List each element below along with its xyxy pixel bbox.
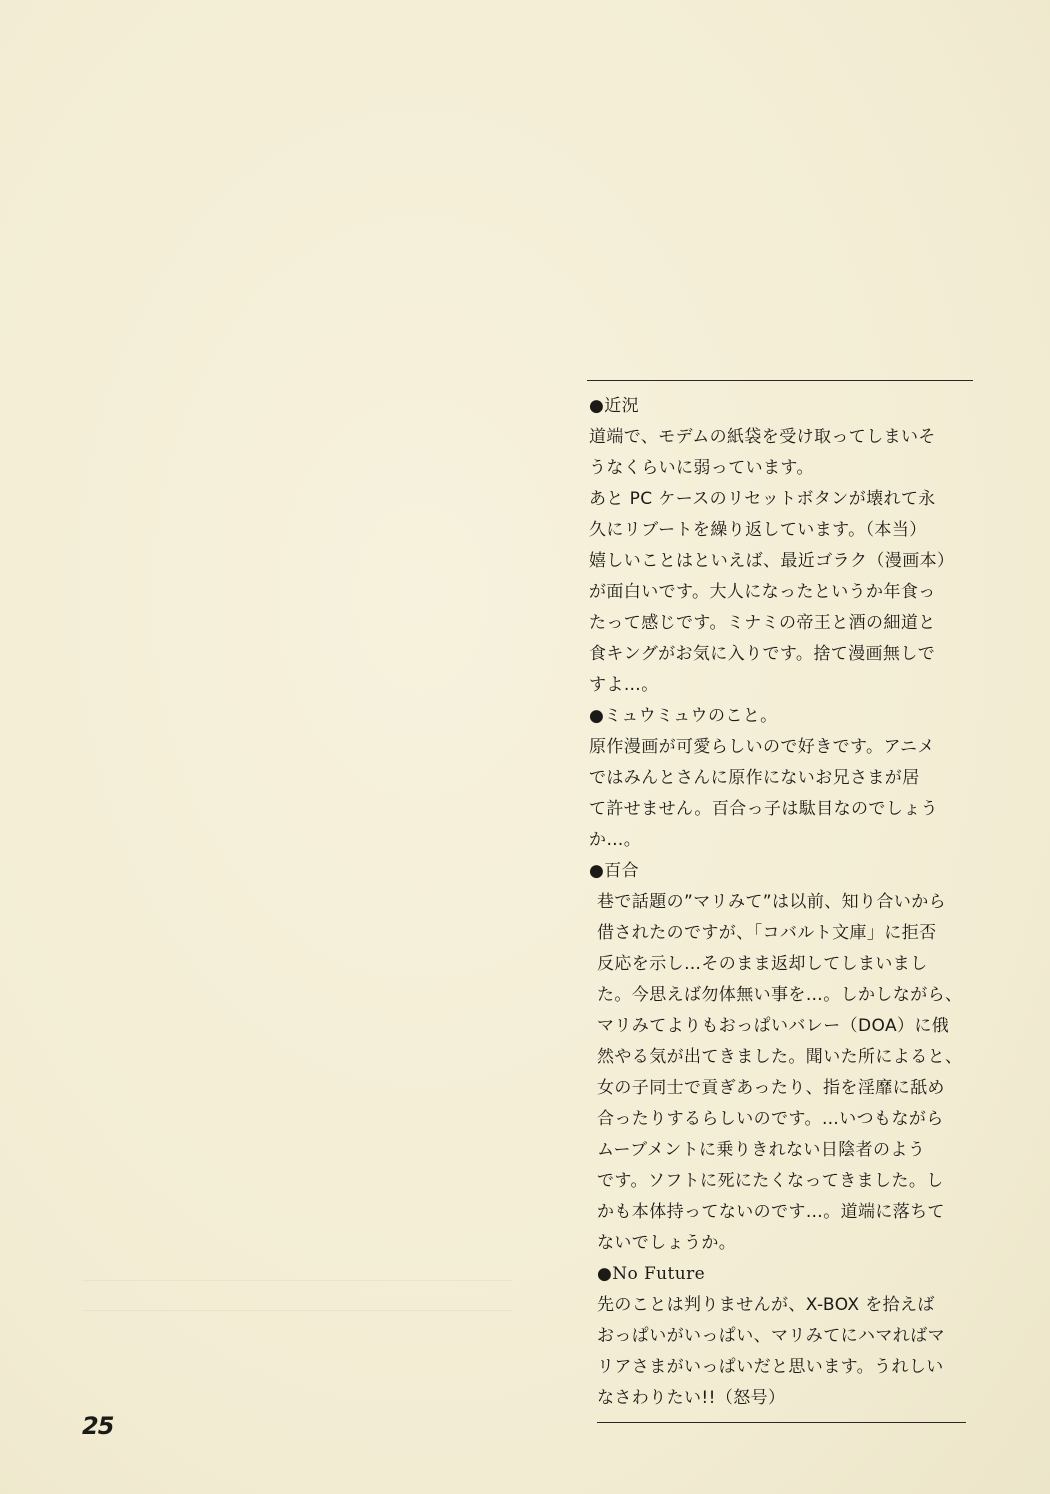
text-line: 食キングがお気に入りです。捨て漫画無しで	[589, 644, 936, 664]
text-line: が面白いです。大人になったというか年食っ	[589, 582, 936, 602]
text-line: 反応を示し…そのまま返却してしまいまし	[597, 954, 928, 974]
text-line: 然やる気が出てきました。聞いた所によると、	[597, 1047, 963, 1067]
text-line: 先のことは判りませんが、X-BOX を拾えば	[597, 1295, 935, 1315]
section-heading: ●ミュウミュウのこと。	[589, 706, 778, 726]
text-column	[587, 380, 973, 1423]
text-line: たって感じです。ミナミの帝王と酒の細道と	[589, 613, 936, 633]
text-line: 久にリブートを繰り返しています。（本当）	[589, 520, 927, 540]
text-line: 道端で、モデムの紙袋を受け取ってしまいそ	[589, 427, 936, 447]
text-line: かも本体持ってないのです…。道端に落ちて	[597, 1202, 945, 1222]
text-line: ないでしょうか。	[597, 1233, 737, 1253]
text-line: 嬉しいことはといえば、最近ゴラク（漫画本）	[589, 551, 955, 571]
bottom-rule	[597, 1422, 966, 1423]
text-line: た。今思えば勿体無い事を…。しかしながら、	[597, 985, 963, 1005]
section-heading: ●No Future	[597, 1264, 706, 1284]
text-line: ではみんとさんに原作にないお兄さまが居	[589, 768, 920, 788]
text-line: 合ったりするらしいのです。…いつもながら	[597, 1109, 944, 1129]
text-line: ムーブメントに乗りきれない日陰者のよう	[597, 1140, 926, 1160]
section-yuri	[587, 856, 973, 1259]
text-line: うなくらいに弱っています。	[589, 458, 814, 478]
body-text	[587, 391, 973, 1414]
text-line: て許せません。百合っ子は駄目なのでしょう	[589, 799, 939, 819]
text-line: おっぱいがいっぱい、マリみてにハマればマ	[597, 1326, 945, 1346]
text-line: 原作漫画が可愛らしいので好きです。アニメ	[589, 737, 935, 757]
section-recent	[587, 391, 973, 701]
text-line: リアさまがいっぱいだと思います。うれしい	[597, 1357, 944, 1377]
text-line: あと PC ケースのリセットボタンが壊れて永	[589, 489, 936, 509]
section-heading: ●近況	[589, 396, 640, 416]
section-no-future	[587, 1259, 973, 1414]
text-line: か…。	[589, 830, 642, 850]
section-mew-mew	[587, 701, 973, 856]
text-line: 巷で話題の”マリみて”は以前、知り合いから	[597, 892, 947, 912]
page-number: 25	[82, 1412, 114, 1440]
text-line: マリみてよりもおっぱいバレー（DOA）に俄	[597, 1016, 950, 1036]
text-line: です。ソフトに死にたくなってきました。し	[597, 1171, 944, 1191]
text-line: すよ…。	[589, 675, 659, 695]
show-through-line	[82, 1310, 512, 1311]
section-heading: ●百合	[589, 861, 640, 881]
text-line: なさわりたい!!（怒号）	[597, 1388, 786, 1408]
show-through-line	[82, 1280, 512, 1281]
top-rule	[587, 380, 973, 381]
text-line: 女の子同士で貢ぎあったり、指を淫靡に舐め	[597, 1078, 945, 1098]
text-line: 借されたのですが、「コバルト文庫」に拒否	[597, 923, 937, 943]
